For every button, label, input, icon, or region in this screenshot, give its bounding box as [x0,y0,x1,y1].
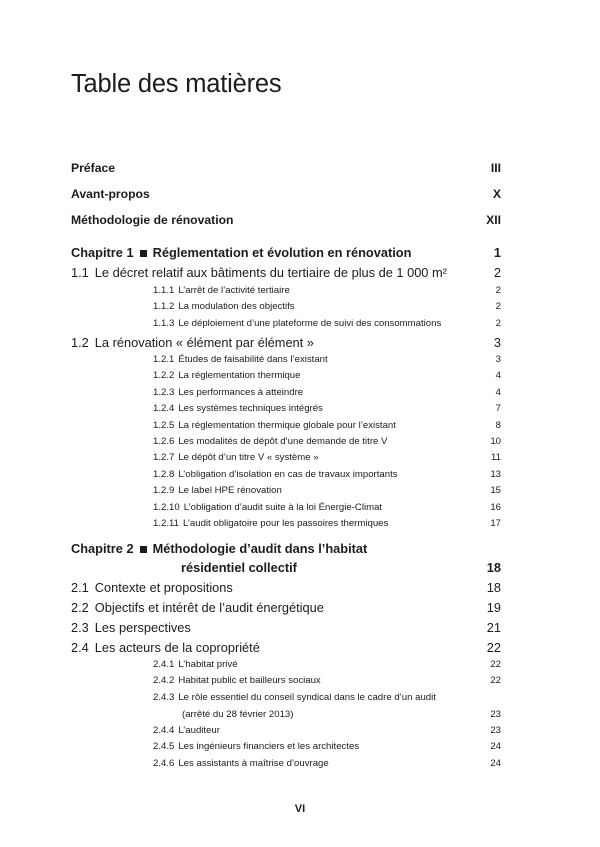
entry-page: 21 [486,620,501,635]
entry-page: 2 [495,285,501,296]
subsection-title: La réglementation thermique globale pour l’existant [178,420,396,431]
subsection-title: Les assistants à maîtrise d’ouvrage [178,758,329,769]
entry-page: 18 [486,560,501,575]
subsection-title: Les performances à atteindre [178,387,304,398]
section-title: La rénovation « élément par élément » [94,335,314,350]
subsection-number: 2.4.5 [153,741,175,752]
section-title: Les acteurs de la copropriété [94,640,260,655]
subsection-number: 1.1.1 [153,285,175,296]
entry-page: 10 [490,436,501,447]
entry-page: 23 [490,725,501,736]
subsection-title: Le dépôt d’un titre V « système » [178,452,319,463]
entry-page: 19 [486,600,501,615]
chapter-title: Réglementation et évolution en rénovation [152,245,412,260]
subsection-number: 1.2.9 [153,485,175,496]
subsection-number: 1.2.8 [153,469,175,480]
entry-page: 4 [495,387,501,398]
entry-page: 23 [490,709,501,720]
section-number: 1.2 [71,335,89,350]
entry-page: 13 [490,469,501,480]
subsection-number: 2.4.4 [153,725,175,736]
subsection-number: 1.2.10 [153,502,180,513]
square-bullet-icon [140,250,147,257]
entry-page: 24 [490,758,501,769]
subsection-title: La réglementation thermique [178,370,301,381]
subsection-number: 1.2.4 [153,403,175,414]
subsection-title: La modulation des objectifs [178,301,295,312]
subsection-title: L’arrêt de l’activité tertiaire [178,285,290,296]
subsection-title: Le rôle essentiel du conseil syndical dans le cadre d’un audit [178,692,436,703]
section-title: Objectifs et intérêt de l’audit énergétique [94,600,324,615]
entry-page: X [492,187,501,201]
subsection-title: Les modalités de dépôt d’une demande de titre V [178,436,388,447]
subsection-title: L’auditeur [178,725,220,736]
section-title: Les perspectives [94,620,191,635]
subsection-title: Habitat public et bailleurs sociaux [178,675,321,686]
entry-page: 2 [495,301,501,312]
subsection-title: Les systèmes techniques intégrés [178,403,323,414]
entry-page: 16 [490,502,501,513]
entry-page: 3 [495,354,501,365]
section-number: 2.3 [71,620,89,635]
section-title: Contexte et propositions [94,580,233,595]
entry-page: 11 [491,452,501,463]
chapter-prefix: Chapitre 1 [71,245,134,260]
subsection-number: 1.2.3 [153,387,175,398]
chapter-prefix: Chapitre 2 [71,541,134,556]
chapter-title: Méthodologie d’audit dans l’habitat [152,541,368,556]
subsection-number: 2.4.6 [153,758,175,769]
subsection-number: 1.2.6 [153,436,175,447]
subsection-number: 2.4.2 [153,675,175,686]
entry-page: 8 [495,420,501,431]
entry-page: 4 [495,370,501,381]
subsection-title: Le label HPE rénovation [178,485,282,496]
section-number: 1.1 [71,265,89,280]
square-bullet-icon [140,546,147,553]
subsection-number: 1.2.7 [153,452,175,463]
subsection-number: 1.2.2 [153,370,175,381]
subsection-title: Études de faisabilité dans l’existant [178,354,328,365]
entry-page: 22 [490,659,501,670]
subsection-title: L’audit obligatoire pour les passoires thermiques [182,518,389,529]
entry-page: III [490,161,501,175]
subsection-number: 1.1.3 [153,318,175,329]
entry-page: 18 [486,580,501,595]
entry-label: Avant-propos [71,187,150,201]
section-number: 2.2 [71,600,89,615]
entry-page: 7 [495,403,501,414]
entry-page: 3 [493,335,501,350]
entry-page: 2 [493,265,501,280]
subsection-number: 1.2.5 [153,420,175,431]
entry-page: 2 [495,318,501,329]
entry-page: 17 [490,518,501,529]
subsection-number: 2.4.3 [153,692,175,703]
subsection-title: L’habitat privé [178,659,238,670]
subsection-number: 2.4.1 [153,659,175,670]
entry-page: 1 [493,245,501,260]
subsection-title-continued: (arrêté du 28 février 2013) [182,709,294,720]
page-title: Table des matières [71,70,282,98]
subsection-number: 1.2.11 [153,518,179,529]
subsection-number: 1.2.1 [153,354,175,365]
page-number: VI [294,803,306,815]
section-title: Le décret relatif aux bâtiments du tertiaire de plus de 1 000 m² [94,265,447,280]
chapter-title-continued: résidentiel collectif [181,560,297,575]
subsection-title: L’obligation d’audit suite à la loi Énergie-Climat [183,502,383,513]
subsection-title: L’obligation d’isolation en cas de travaux importants [178,469,398,480]
entry-page: 15 [490,485,501,496]
section-number: 2.4 [71,640,89,655]
section-number: 2.1 [71,580,89,595]
subsection-number: 1.1.2 [153,301,175,312]
subsection-title: Les ingénieurs financiers et les architectes [178,741,360,752]
subsection-title: Le déploiement d’une plateforme de suivi des consommations [178,318,442,329]
entry-page: 22 [490,675,501,686]
entry-page: 22 [486,640,501,655]
entry-page: 24 [490,741,501,752]
entry-label: Méthodologie de rénovation [71,213,234,227]
entry-page: XII [486,213,501,227]
entry-label: Préface [71,161,116,175]
